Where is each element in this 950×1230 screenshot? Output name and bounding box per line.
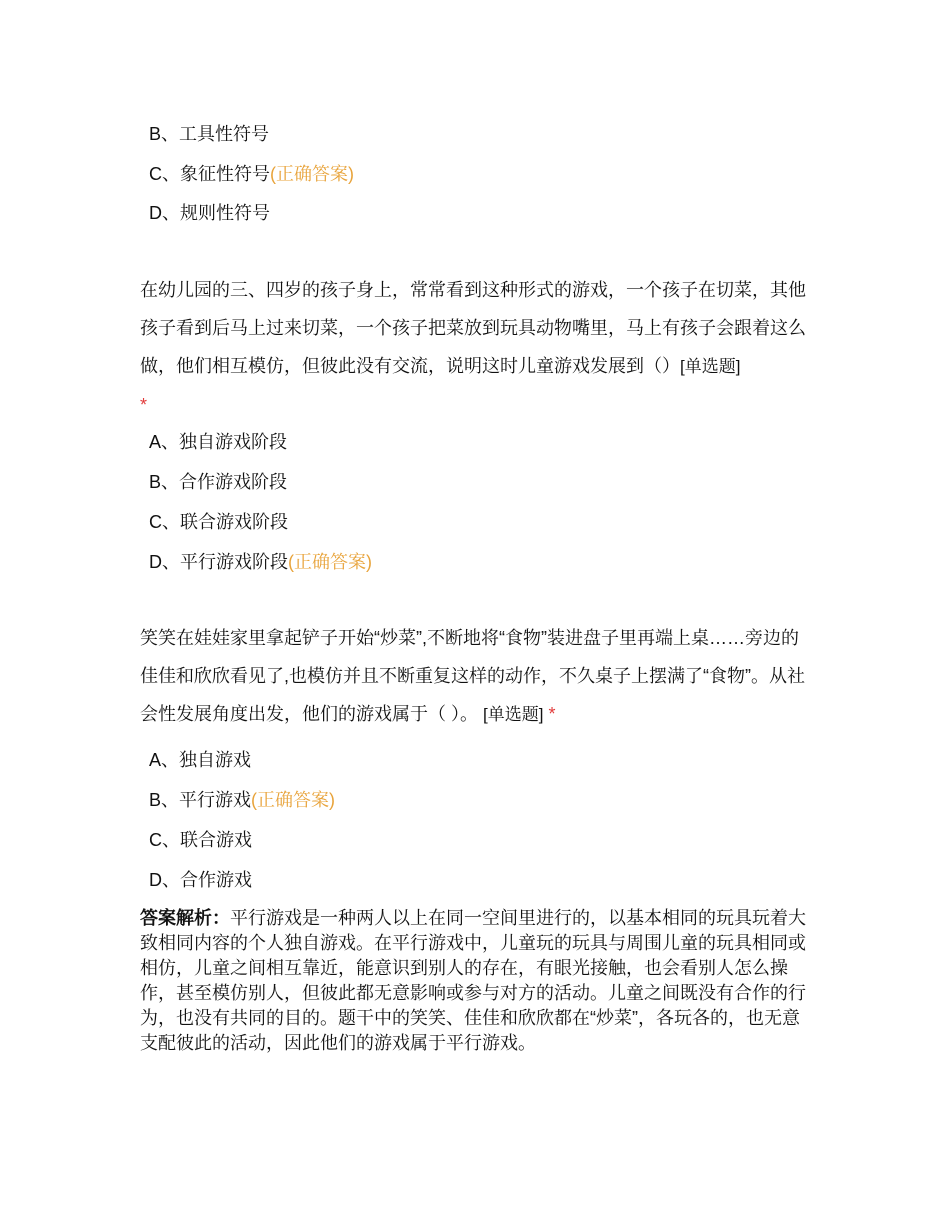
- option-c[interactable]: C、联合游戏: [149, 830, 252, 850]
- option-d[interactable]: D、合作游戏: [149, 870, 252, 890]
- option-a[interactable]: A、独自游戏阶段: [149, 432, 288, 452]
- option-b[interactable]: B、工具性符号: [149, 124, 270, 144]
- option-d[interactable]: D、平行游戏阶段(正确答案): [149, 552, 372, 572]
- explanation-text: 平行游戏是一种两人以上在同一空间里进行的，以基本相同的玩具玩着大致相同内容的个人独自游戏。在平行游戏中，儿童玩的玩具与周围儿童的玩具相同或相仿，儿童之间相互靠近，能意识到别人的存在，有眼光接触，也会看别人怎么操作，甚至模仿别人，但彼此都无意影响或参与对方的活动。儿童之间既没有合作的行为，也没有共同的目的。题干中的笑笑、佳佳和欣欣都在“炒菜”，各玩各的，也无意支配彼此的活动，因此他们的游戏属于平行游戏。: [140, 908, 806, 1053]
- option-d[interactable]: D、规则性符号: [149, 203, 270, 223]
- correct-answer-mark: (正确答案): [288, 552, 372, 572]
- option-b[interactable]: B、平行游戏(正确答案): [149, 790, 336, 810]
- correct-answer-mark: (正确答案): [270, 164, 354, 184]
- answer-explanation: [140, 906, 815, 1056]
- option-c[interactable]: C、联合游戏阶段: [149, 512, 288, 532]
- option-c[interactable]: C、象征性符号(正确答案): [149, 164, 354, 184]
- question-text: 笑笑在娃娃家里拿起铲子开始“炒菜”,不断地将“食物”装进盘子里再端上桌……旁边的佳佳和欣欣看见了,也模仿并且不断重复这样的动作，不久桌子上摆满了“食物”。从社会性发展角度出发，他们的游戏属于（ ）。 [单选题] *: [140, 628, 805, 724]
- question-text: 在幼儿园的三、四岁的孩子身上，常常看到这种形式的游戏，一个孩子在切菜，其他孩子看到后马上过来切菜，一个孩子把菜放到玩具动物嘴里，马上有孩子会跟着这么做，他们相互模仿，但彼此没有交流，说明这时儿童游戏发展到（）[单选题] *: [140, 280, 806, 415]
- required-star: *: [140, 395, 148, 415]
- required-star: *: [548, 704, 556, 724]
- explanation-label: 答案解析：: [140, 908, 230, 928]
- question-type-tag: [单选题]: [483, 705, 544, 724]
- option-b[interactable]: B、合作游戏阶段: [149, 472, 288, 492]
- correct-answer-mark: (正确答案): [251, 790, 336, 810]
- question-type-tag: [单选题]: [680, 357, 741, 376]
- option-a[interactable]: A、独自游戏: [149, 750, 252, 770]
